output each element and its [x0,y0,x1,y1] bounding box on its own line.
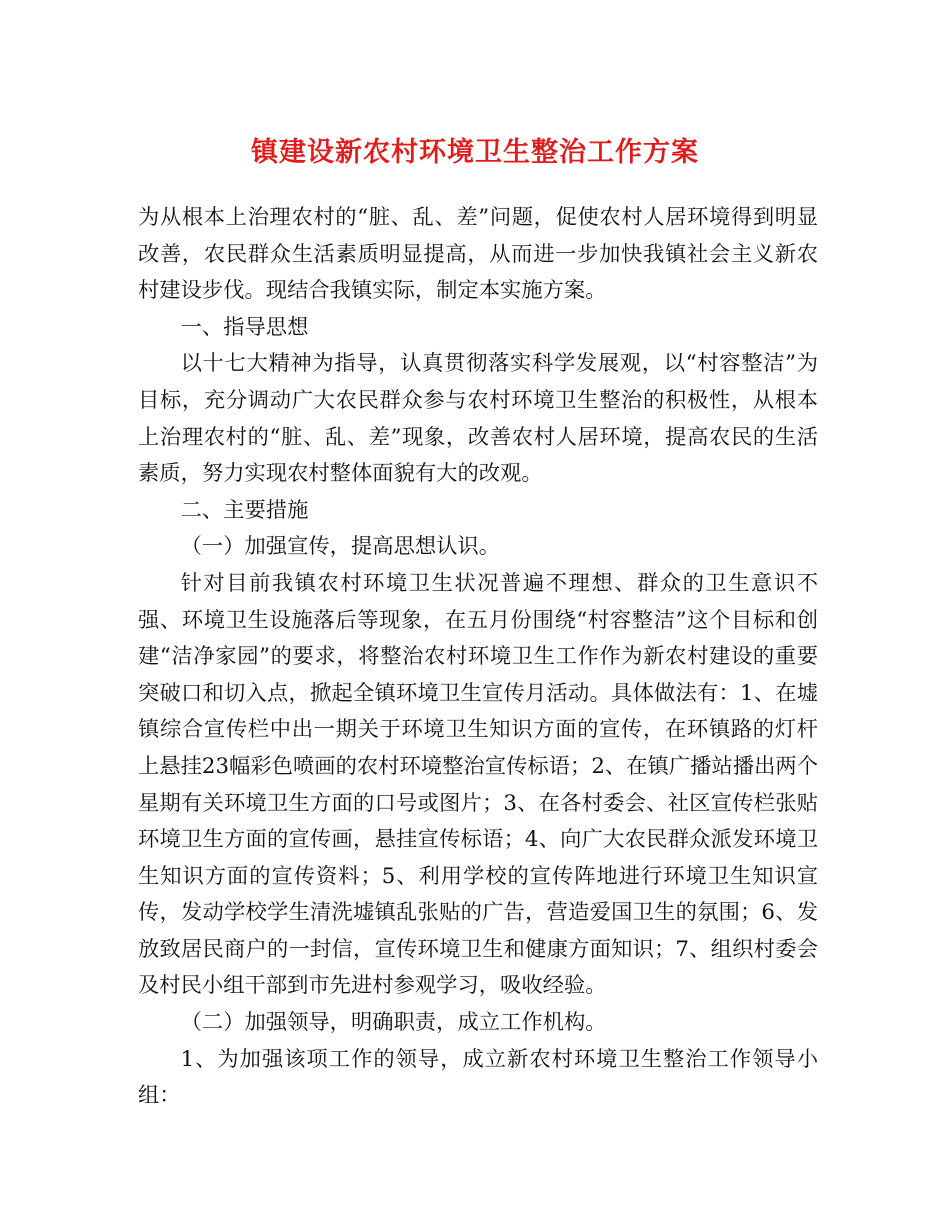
document-title: 镇建设新农村环境卫生整治工作方案 [251,137,699,168]
guiding-ideology-paragraph: 以十七大精神为指导，认真贯彻落实科学发展观，以“村容整洁”为目标，充分调动广大农民群众参与农村环境卫生整治的积极性，从根本上治理农村的“脏、乱、差”现象，改善农村人居环境，提高农民的生活素质，努力实现农村整体面貌有大的改观。 [138,351,818,487]
intro-paragraph: 为从根本上治理农村的“脏、乱、差”问题，促使农村人居环境得到明显改善，农民群众生活素质明显提高，从而进一步加快我镇社会主义新农村建设步伐。现结合我镇实际，制定本实施方案。 [138,205,818,304]
subsection-heading-leadership: （二）加强领导，明确职责，成立工作机构。 [180,1010,607,1036]
section-heading-main-measures: 二、主要措施 [180,497,309,523]
publicity-paragraph: 针对目前我镇农村环境卫生状况普遍不理想、群众的卫生意识不强、环境卫生设施落后等现象，在五月份围绕“村容整洁”这个目标和创建“洁净家园”的要求，将整治农村环境卫生工作作为新农村建设的重要突破口和切入点，掀起全镇环境卫生宣传月活动。具体做法有：1、在墟镇综合宣传栏中出一期关于环境卫生知识方面的宣传，在环镇路的灯杆上悬挂23幅彩色喷画的农村环境整治宣传标语；2、在镇广播站播出两个星期有关环境卫生方面的口号或图片；3、在各村委会、社区宣传栏张贴环境卫生方面的宣传画，悬挂宣传标语；4、向广大农民群众派发环境卫生知识方面的宣传资料；5、利用学校的宣传阵地进行环境卫生知识宣传，发动学校学生清洗墟镇乱张贴的广告，营造爱国卫生的氛围；6、发放致居民商户的一封信，宣传环境卫生和健康方面知识；7、组织村委会及村民小组干部到市先进村参观学习，吸收经验。 [138,570,818,999]
leadership-paragraph: 1、为加强该项工作的领导，成立新农村环境卫生整治工作领导小组： [138,1046,818,1109]
section-heading-guiding-ideology: 一、指导思想 [180,314,309,340]
document-body [138,200,818,1115]
subsection-heading-publicity: （一）加强宣传，提高思想认识。 [180,534,501,560]
